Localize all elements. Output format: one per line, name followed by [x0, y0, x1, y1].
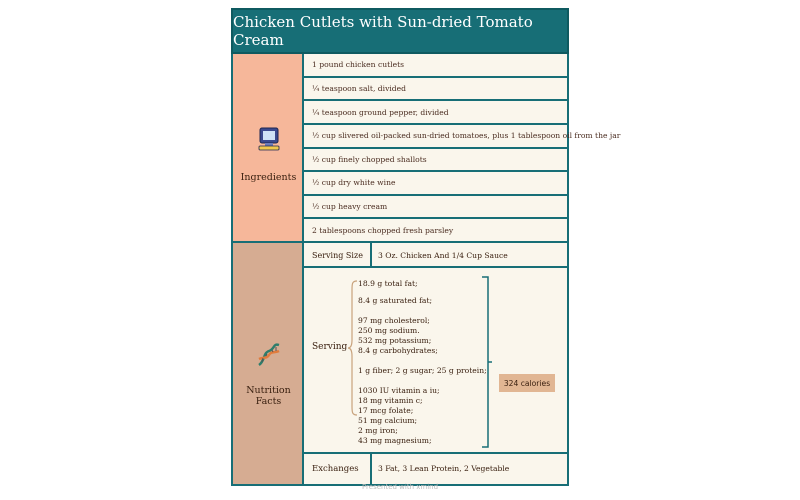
serving-size-row: [304, 243, 567, 268]
nutrient-item: 8.4 g carbohydrates;: [358, 346, 438, 355]
ingredients-section: [231, 54, 302, 243]
ingredient-item: ¼ teaspoon ground pepper, divided: [304, 101, 567, 125]
serving-size-value: 3 Oz. Chicken And 1/4 Cup Sauce: [378, 251, 508, 260]
row-divider: [370, 243, 372, 266]
row-divider: [370, 454, 372, 484]
ingredient-item: 1 pound chicken cutlets: [304, 54, 567, 78]
exchanges-label: Exchanges: [312, 464, 359, 474]
ingredient-item: ½ cup dry white wine: [304, 172, 567, 196]
nutrient-item: 8.4 g saturated fat;: [358, 296, 433, 305]
nutrient-item: 18.9 g total fat;: [358, 279, 418, 288]
serving-size-label: Serving Size: [312, 251, 363, 260]
ingredients-label: Ingredients: [240, 172, 297, 183]
nutrition-label: Nutrition Facts: [246, 385, 291, 407]
ingredient-item: ½ cup finely chopped shallots: [304, 149, 567, 173]
nutrient-item: 1 g fiber; 2 g sugar; 25 g protein;: [358, 366, 487, 375]
calories-badge: 324 calories: [499, 374, 555, 392]
nutrient-item: 2 mg iron;: [358, 426, 398, 435]
nutrient-item: 17 mcg folate;: [358, 406, 414, 415]
nutrient-item: 43 mg magnesium;: [358, 436, 432, 445]
nutrient-item: 1030 IU vitamin a iu;: [358, 386, 440, 395]
footer-credit: Presented with xmind: [361, 483, 439, 491]
exchanges-value: 3 Fat, 3 Lean Protein, 2 Vegetable: [378, 464, 510, 473]
nutrient-item: 51 mg calcium;: [358, 416, 418, 425]
ingredient-item: ½ cup heavy cream: [304, 196, 567, 220]
dna-icon: [255, 341, 283, 369]
nutrient-item: 532 mg potassium;: [358, 336, 432, 345]
nutrition-details: [302, 243, 569, 486]
nutrient-item: 18 mg vitamin c;: [358, 396, 423, 405]
recipe-title: Chicken Cutlets with Sun-dried Tomato Cream: [231, 8, 569, 54]
left-brace: [348, 280, 358, 416]
serving-label: Serving: [312, 342, 348, 352]
ingredient-item: ½ cup slivered oil-packed sun-dried tomatoes, plus 1 tablespoon oil from the jar: [304, 125, 567, 149]
computer-icon: [257, 126, 281, 152]
ingredients-list: [302, 54, 621, 243]
nutrition-section: [231, 243, 302, 486]
ingredient-item: 2 tablespoons chopped fresh parsley: [304, 219, 567, 243]
recipe-card: [231, 8, 621, 486]
right-bracket: [482, 276, 492, 448]
serving-row: [304, 268, 567, 454]
nutrient-item: 250 mg sodium.: [358, 326, 420, 335]
ingredient-item: ¼ teaspoon salt, divided: [304, 78, 567, 102]
exchanges-row: [304, 454, 567, 484]
nutrient-item: 97 mg cholesterol;: [358, 316, 430, 325]
